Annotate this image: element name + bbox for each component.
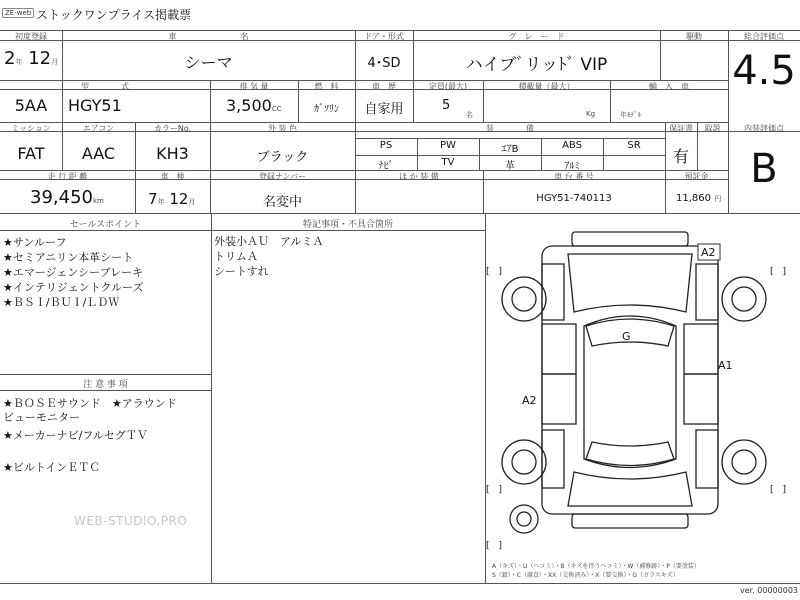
label-inspection: 車 検 bbox=[160, 172, 185, 181]
label-first-reg: 初度登録 bbox=[15, 32, 47, 41]
label-car-history: 車 歴 bbox=[372, 82, 396, 91]
svg-text:[ ]: [ ] bbox=[770, 485, 787, 495]
import-unit: 年ﾓﾃﾞﾙ bbox=[620, 111, 641, 119]
list-item: ★インテリジェントクルーズ bbox=[3, 281, 144, 294]
color-no-value: KH3 bbox=[156, 144, 189, 163]
label-car-name: 車 名 bbox=[168, 32, 249, 41]
interior-score-value: B bbox=[750, 146, 778, 192]
chassis-no-value: HGY51-740113 bbox=[536, 193, 612, 204]
color-value: ブラック bbox=[256, 150, 309, 165]
mileage-value: 39,450km bbox=[30, 187, 104, 208]
first-reg-value: 2年 12月 bbox=[4, 48, 59, 69]
damage-legend bbox=[492, 562, 700, 580]
list-item: ★サンルーフ bbox=[3, 236, 67, 249]
equip-abs: ABS bbox=[562, 140, 582, 151]
inspection-value: 7年 12月 bbox=[148, 190, 196, 208]
label-warranty: 保証書 bbox=[669, 124, 693, 133]
car-rear-glass bbox=[586, 442, 674, 466]
watermark: WEB-STUDIO.PRO bbox=[74, 514, 188, 528]
label-grade: グ レ ー ド bbox=[508, 32, 565, 41]
svg-text:[ ]: [ ] bbox=[486, 267, 503, 277]
capacity-unit: 名 bbox=[466, 111, 473, 119]
aircon-value: AAC bbox=[81, 144, 116, 163]
car-hood bbox=[568, 254, 692, 312]
equip-alloy: ｱﾙﾐ bbox=[564, 161, 580, 172]
load-unit: Kg bbox=[586, 110, 596, 118]
label-deposit: 預託金 bbox=[684, 172, 709, 181]
svg-text:[ ]: [ ] bbox=[486, 485, 503, 495]
wheel-rr bbox=[722, 440, 766, 484]
car-body-outline bbox=[542, 246, 718, 514]
car-front-bumper bbox=[572, 232, 688, 246]
label-color-no: カラーNo. bbox=[153, 124, 192, 133]
list-item: トリムＡ bbox=[214, 250, 258, 263]
label-overall-score: 総合評価点 bbox=[744, 32, 784, 41]
equip-sr: SR bbox=[627, 140, 641, 151]
model-code-value: HGY51 bbox=[68, 96, 122, 115]
list-item: シートすれ bbox=[214, 265, 269, 278]
fuel-value: ｶﾞｿﾘﾝ bbox=[314, 104, 339, 115]
capacity-value: 5 bbox=[442, 98, 451, 113]
list-item: 外装小ＡＵ アルミＡ bbox=[214, 235, 324, 248]
label-capacity: 定員(最大) bbox=[428, 82, 468, 91]
displacement-value: 3,500CC bbox=[226, 96, 282, 115]
door-type-value: 4･SD bbox=[367, 56, 401, 71]
label-mileage: 走 行 距 離 bbox=[47, 172, 88, 181]
label-import: 輸 入 車 bbox=[649, 82, 689, 91]
logo: ZE-web bbox=[2, 8, 34, 18]
svg-text:[ ]: [ ] bbox=[486, 541, 503, 551]
header bbox=[0, 0, 800, 30]
warranty-value: 有 bbox=[672, 147, 689, 166]
legend-line-1: A（キズ）・U（ヘコミ）・B（キズを伴うヘコミ）・W（補修跡）・P（要塗装） bbox=[492, 563, 700, 570]
equip-navi: ﾅﾋﾞ bbox=[378, 161, 394, 172]
equip-tv: TV bbox=[441, 157, 455, 168]
wheel-fl bbox=[502, 277, 546, 321]
car-fender-rr bbox=[696, 430, 718, 488]
equip-ps: PS bbox=[379, 140, 393, 151]
label-reg-number: 登録ナンバー bbox=[258, 172, 307, 181]
mark-a2-left: A2 bbox=[522, 394, 537, 407]
label-aircon: エアコン bbox=[82, 124, 115, 133]
legend-line-2: S（錆）・C（腐食）・XX（交換済み）・X（要交換）・G（ガラスキズ） bbox=[492, 572, 679, 579]
deposit-value: 11,860 円 bbox=[676, 193, 722, 204]
label-interior-score: 内装評価点 bbox=[744, 124, 784, 133]
list-item: ★メーカーナビ/フルセグＴＶ bbox=[3, 429, 148, 442]
reg-number-value: 名変中 bbox=[262, 195, 302, 210]
car-rear-bumper bbox=[572, 514, 688, 528]
mark-g: G bbox=[622, 330, 631, 343]
car-door-rl bbox=[542, 374, 576, 424]
form-title: ストックワンプライス掲載票 bbox=[36, 8, 192, 22]
label-sales-points: セールスポイント bbox=[69, 220, 142, 230]
mission-value: FAT bbox=[17, 144, 45, 163]
mark-a1: A1 bbox=[718, 359, 733, 372]
label-drive: 駆動 bbox=[686, 32, 702, 41]
list-item: ★ＢＯＳＥサウンド ★アラウンド bbox=[3, 397, 177, 410]
label-mission: ミッション bbox=[11, 124, 51, 133]
car-door-fr bbox=[684, 324, 718, 374]
mark-a2-front: A2 bbox=[701, 246, 716, 259]
equip-airbag: ｴｱB bbox=[501, 144, 519, 155]
history-value: 自家用 bbox=[364, 102, 404, 117]
label-exterior-color: 外 装 色 bbox=[267, 124, 298, 133]
label-chassis-no: 車 台 番 号 bbox=[554, 172, 594, 181]
wheel-rl bbox=[502, 440, 546, 484]
car-name-value: シーマ bbox=[184, 53, 233, 72]
label-remarks: 特記事項・不具合箇所 bbox=[302, 220, 393, 230]
spare-wheel bbox=[510, 505, 538, 533]
car-diagram bbox=[486, 214, 800, 559]
equip-leather: 革 bbox=[505, 161, 515, 172]
label-load: 積載量（最大） bbox=[518, 82, 575, 91]
label-notes: 注 意 事 項 bbox=[83, 380, 128, 390]
list-item: ビューモニター bbox=[3, 411, 80, 424]
car-door-fl bbox=[542, 324, 576, 374]
label-displacement: 排 気 量 bbox=[239, 82, 269, 91]
overall-score-value: 4.5 bbox=[732, 48, 796, 94]
list-item: ★ビルトインＥＴＣ bbox=[3, 461, 101, 474]
label-door-type: ドア・形式 bbox=[364, 32, 404, 41]
list-item: ★セミアニリン本革シート bbox=[3, 251, 134, 264]
label-other-equipment: ほ か 装 備 bbox=[399, 172, 439, 181]
grade-value: ハイブﾞリッﾄﾞ VIP bbox=[465, 55, 608, 75]
svg-text:[ ]: [ ] bbox=[770, 267, 787, 277]
version-label: ver. 00000003 bbox=[739, 586, 798, 595]
equip-pw: PW bbox=[440, 140, 456, 151]
list-item: ★ＢＳＩ/ＢＵＩ/ＬＤＷ bbox=[3, 296, 120, 309]
label-fuel: 燃 料 bbox=[314, 82, 339, 91]
car-door-rr bbox=[684, 374, 718, 424]
wheel-fr bbox=[722, 277, 766, 321]
list-item: ★エマージェンシーブレーキ bbox=[3, 266, 144, 279]
car-trunk bbox=[568, 472, 692, 506]
label-manual: 取説 bbox=[704, 124, 721, 133]
label-model: 型 式 bbox=[81, 82, 129, 91]
model-prefix-value: 5AA bbox=[14, 96, 48, 115]
car-fender-fr bbox=[696, 264, 718, 320]
label-equipment: 装 備 bbox=[486, 124, 534, 133]
